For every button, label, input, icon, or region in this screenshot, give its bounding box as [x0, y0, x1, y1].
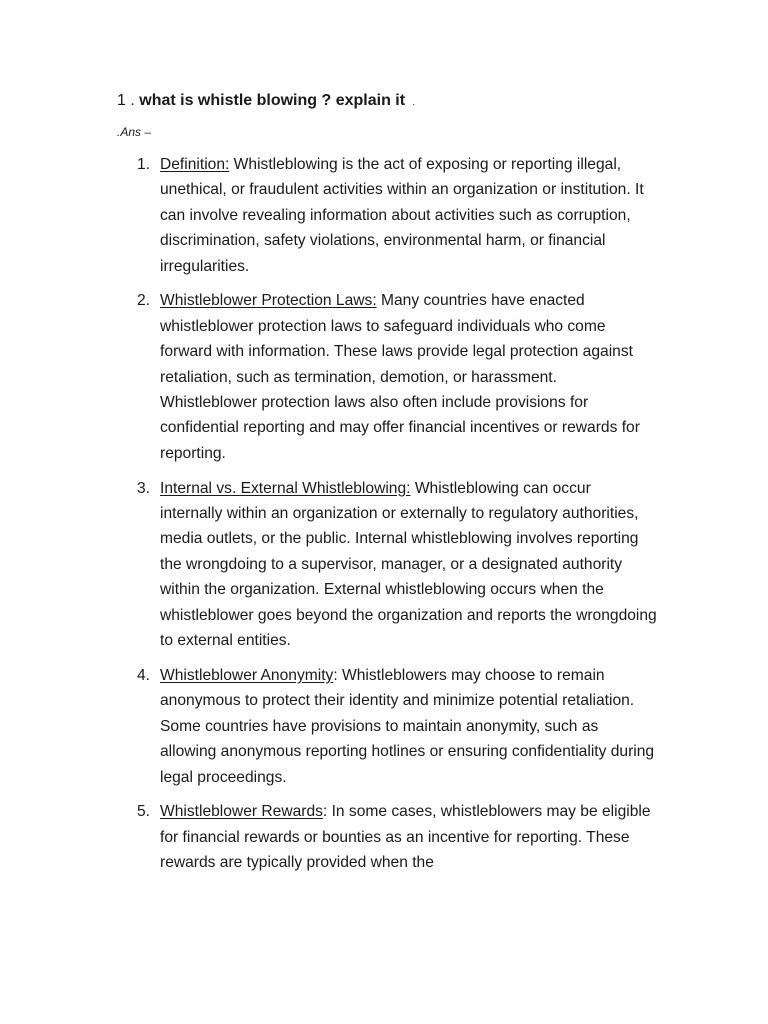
list-item-number: 1. — [137, 156, 151, 173]
list-item — [137, 288, 657, 466]
list-item — [137, 476, 657, 654]
answer-label: .Ans – — [117, 125, 152, 139]
question-number: 1 . — [117, 92, 135, 109]
list-item-term: Whistleblower Protection Laws: — [160, 292, 377, 310]
list-item-term: Definition: — [160, 156, 230, 173]
question-trailing-mark: . — [412, 97, 416, 107]
list-item-number: 4. — [137, 666, 151, 684]
answer-list — [137, 152, 657, 885]
list-item-term: Whistleblower Anonymity — [160, 666, 334, 684]
question-heading — [117, 89, 415, 114]
list-item-number: 3. — [137, 479, 151, 497]
list-item-body: Whistleblowing can occur internally within an organization or externally to regulatory authorities, media outlets, or the public. Internal whistleblowing involves reporting the wrongdoing to a supervisor, manager, or a designated authority within the organization. External whistleblowing occurs when the whistleblower goes beyond the organization and reports the wrongdoing to external entities. — [160, 479, 657, 650]
list-item-term: Whistleblower Rewards — [160, 803, 323, 821]
list-item-body: : In some cases, whistleblowers may be eligible for financial rewards or bounties as an incentive for reporting. These rewards are typically provided when the — [160, 803, 651, 872]
list-item-term: Internal vs. External Whistleblowing: — [160, 479, 411, 497]
list-item-number: 5. — [137, 803, 151, 821]
list-item-number: 2. — [137, 292, 151, 310]
list-item — [137, 663, 657, 790]
question-text: what is whistle blowing ? explain it — [139, 92, 406, 109]
list-item-body: Many countries have enacted whistleblower protection laws to safeguard individuals who come forward with information. These laws provide legal protection against retaliation, such as termination, demotion, or harassment. Whistleblower protection laws also often include provisions for confidential reporting and may offer financial incentives or rewards for reporting. — [160, 292, 640, 462]
list-item-body: Whistleblowing is the act of exposing or reporting illegal, unethical, or fraudulent activities within an organization or institution. It can involve revealing information about activities such as corruption, discrimination, safety violations, environmental harm, or financial irregularities. — [160, 156, 644, 275]
list-item — [137, 799, 657, 875]
list-item — [137, 152, 657, 279]
list-item-body: : Whistleblowers may choose to remain anonymous to protect their identity and minimize potential retaliation. Some countries have provisions to maintain anonymity, such as allowing anonymous reporting hotlines or ensuring confidentiality during legal proceedings. — [160, 666, 655, 786]
